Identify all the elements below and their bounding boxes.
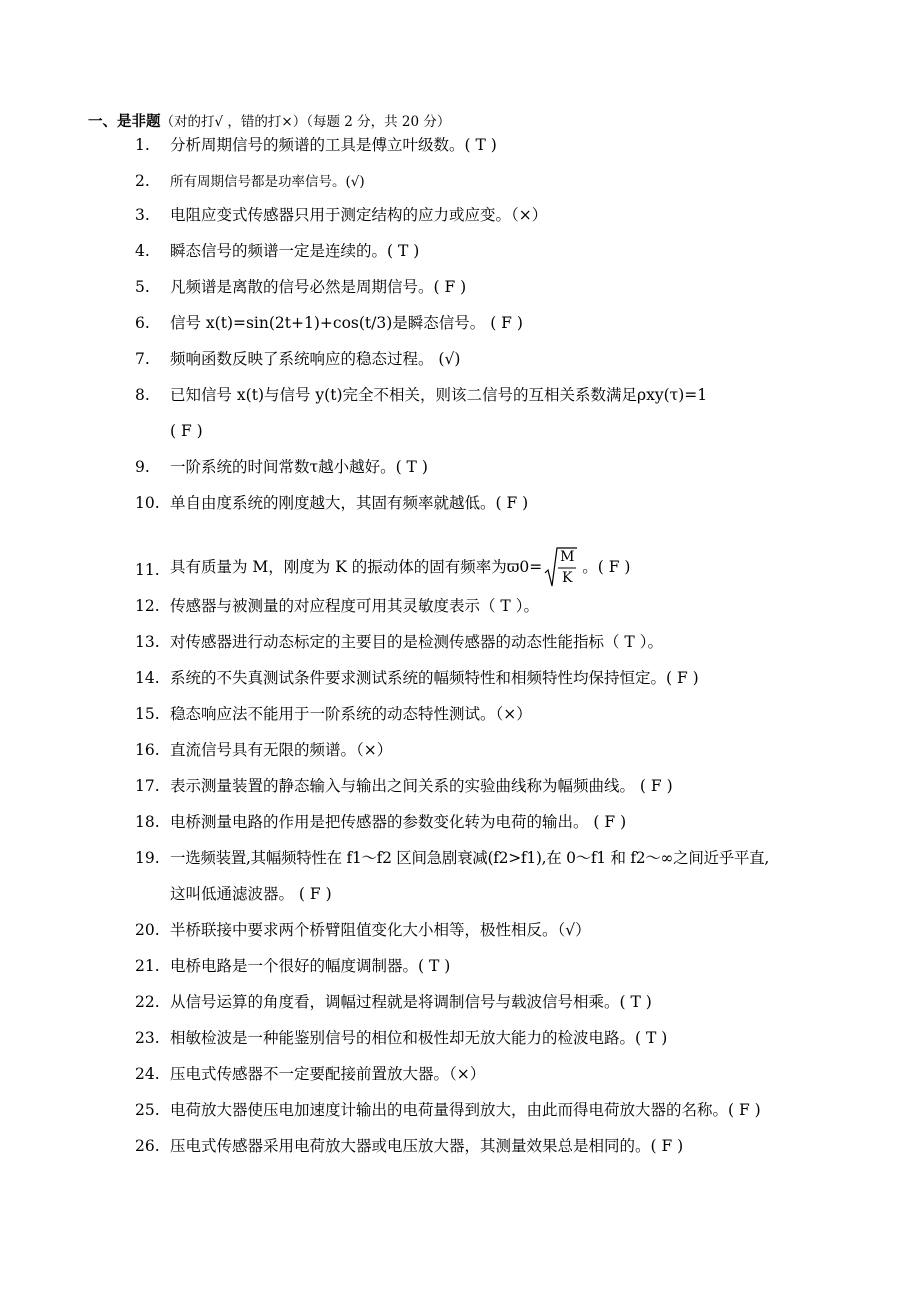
question-number: 20. [135,921,160,939]
question-number: 1. [135,136,150,154]
question-number: 15. [135,705,160,723]
question-text: 相敏检波是一种能鉴别信号的相位和极性却无放大能力的检波电路。( T ) [170,1029,668,1047]
question-number: 14. [135,669,160,687]
question-continuation: 这叫低通滤波器。 ( F ) [170,885,332,903]
sqrt-fraction [544,546,578,590]
question-number: 2. [135,172,150,190]
question-number: 13. [135,633,160,651]
question-number: 10. [135,494,160,512]
question-number: 21. [135,957,160,975]
question-number: 18. [135,813,160,831]
section-heading [88,111,450,133]
question-text: 一阶系统的时间常数τ越小越好。( T ) [170,458,428,476]
question-text: 频响函数反映了系统响应的稳态过程。 (√) [170,350,461,368]
question-number: 6. [135,314,150,332]
question-number: 3. [135,206,150,224]
section-title: 一、是非题 [88,113,161,130]
fraction-denominator: K [562,570,573,586]
question-text: 所有周期信号都是功率信号。(√) [170,174,365,190]
question-text-part: 具有质量为 M，刚度为 K 的振动体的固有频率为ϖ0= [170,558,543,576]
question-text: 传感器与被测量的对应程度可用其灵敏度表示（ T ）。 [170,597,539,615]
question-text: 表示测量装置的静态输入与输出之间关系的实验曲线称为幅频曲线。 ( F ) [170,777,673,795]
question-number: 7. [135,350,150,368]
question-text: 电荷放大器使压电加速度计输出的电荷量得到放大，由此而得电荷放大器的名称。( F ) [170,1101,761,1119]
question-number: 24. [135,1065,160,1083]
question-number: 25. [135,1101,160,1119]
question-text [170,546,630,590]
question-number: 23. [135,1029,160,1047]
question-text: 从信号运算的角度看，调幅过程就是将调制信号与载波信号相乘。( T ) [170,993,652,1011]
question-number: 16. [135,741,160,759]
section-note: （对的打√ ，错的打×）（每题 2 分，共 20 分） [160,114,451,130]
question-number: 26. [135,1137,160,1155]
fraction-numerator: M [560,549,575,565]
question-text: 电桥电路是一个很好的幅度调制器。( T ) [170,957,451,975]
question-text: 凡频谱是离散的信号必然是周期信号。( F ) [170,278,467,296]
question-text: 系统的不失真测试条件要求测试系统的幅频特性和相频特性均保持恒定。( F ) [170,669,699,687]
question-number: 4. [135,242,150,260]
question-number: 11. [135,561,160,579]
question-text: 电桥测量电路的作用是把传感器的参数变化转为电荷的输出。 ( F ) [170,813,627,831]
question-text: 压电式传感器不一定要配接前置放大器。（×） [170,1065,486,1083]
question-number: 9. [135,458,150,476]
question-number: 19. [135,849,160,867]
question-text: 瞬态信号的频谱一定是连续的。( T ) [170,242,420,260]
question-number: 17. [135,777,160,795]
question-continuation: ( F ) [170,422,203,440]
question-number: 5. [135,278,150,296]
question-text: 信号 x(t)=sin(2t+1)+cos(t/3)是瞬态信号。 ( F ) [170,314,523,332]
question-number: 12. [135,597,160,615]
question-number: 8. [135,386,150,404]
question-text: 单自由度系统的刚度越大，其固有频率就越低。( F ) [170,494,529,512]
question-text: 一选频装置,其幅频特性在 f1～f2 区间急剧衰减(f2>f1),在 0～f1 和 f2～∞之间近乎平直, [170,849,769,867]
question-text: 电阻应变式传感器只用于测定结构的应力或应变。（×） [170,206,548,224]
question-text: 半桥联接中要求两个桥臂阻值变化大小相等，极性相反。（√） [170,921,591,939]
question-number: 22. [135,993,160,1011]
question-text: 已知信号 x(t)与信号 y(t)完全不相关，则该二信号的互相关系数满足ρxy(τ)=1 [170,386,708,404]
question-text: 压电式传感器采用电荷放大器或电压放大器，其测量效果总是相同的。( F ) [170,1137,684,1155]
question-text: 直流信号具有无限的频谱。（×） [170,741,393,759]
question-text-part: 。( F ) [582,558,631,576]
question-text: 对传感器进行动态标定的主要目的是检测传感器的动态性能指标（ T ）。 [170,633,663,651]
question-text: 分析周期信号的频谱的工具是傅立叶级数。( T ) [170,136,497,154]
question-text: 稳态响应法不能用于一阶系统的动态特性测试。（×） [170,705,532,723]
